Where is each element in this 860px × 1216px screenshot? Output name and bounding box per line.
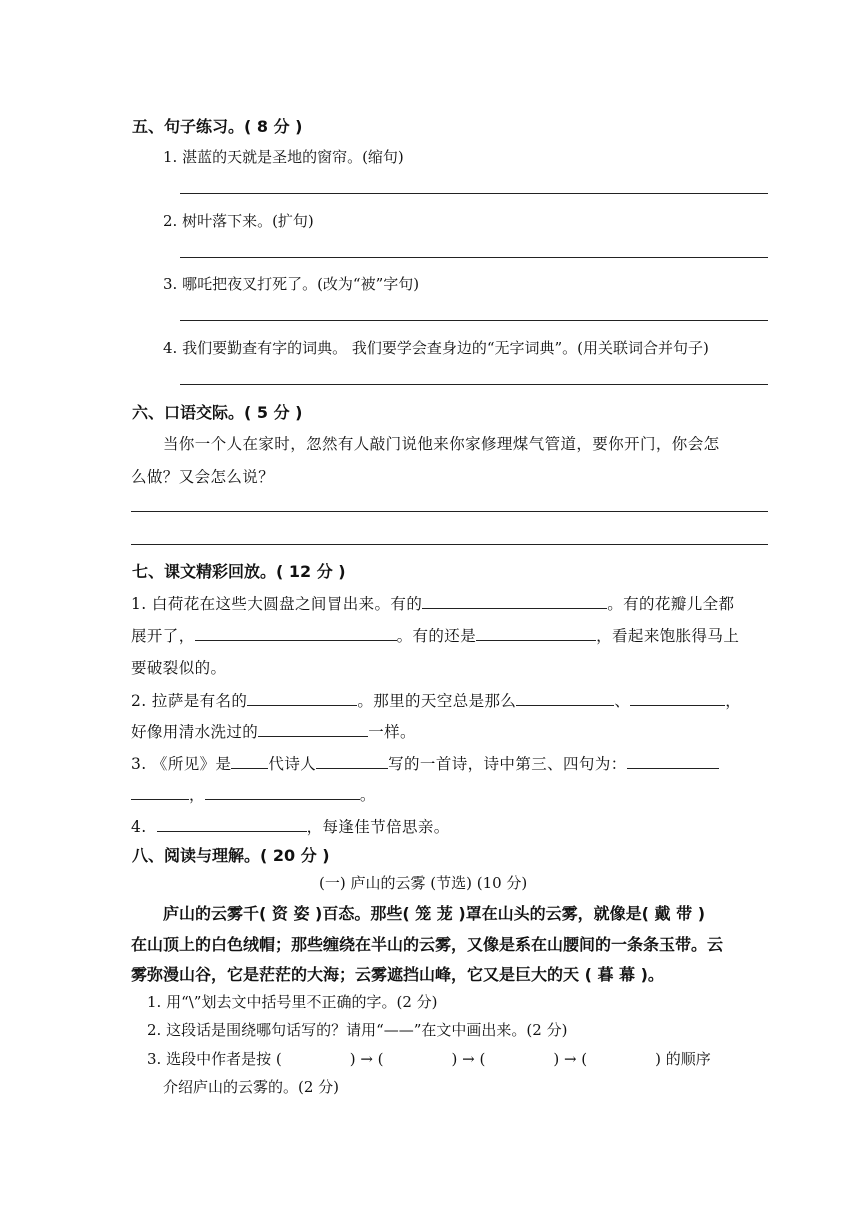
text: 一样。 [368, 723, 416, 741]
section-8-title: 八、阅读与理解。( 20 分 ) [132, 846, 330, 865]
sec7-question-4 [131, 815, 450, 837]
sec7-question-1-line-2 [131, 624, 739, 646]
section-7-title: 七、课文精彩回放。( 12 分 ) [132, 562, 346, 581]
text: 好像用清水洗过的 [131, 723, 259, 741]
sec5-question-4: 4. 我们要勤查有字的词典。 我们要学会查身边的“无字词典”。(用关联词合并句子) [163, 339, 709, 357]
fill-blank[interactable] [157, 817, 307, 832]
answer-line[interactable] [180, 320, 768, 321]
text: 。有的还是 [396, 627, 477, 645]
text: ，每逢佳节倍思亲。 [306, 818, 450, 836]
fill-blank[interactable] [247, 691, 357, 706]
sec7-question-3-line-1 [131, 752, 719, 774]
fill-blank[interactable] [205, 785, 360, 800]
text: 展开了， [131, 627, 195, 645]
text: 。有的花瓣儿全都 [607, 595, 735, 613]
fill-blank[interactable] [231, 754, 268, 769]
fill-blank[interactable] [627, 754, 719, 769]
text: ) → ( [349, 1050, 384, 1068]
text: ， [725, 692, 742, 710]
fill-blank[interactable] [195, 626, 397, 641]
text: 1. 白荷花在这些大圆盘之间冒出来。有的 [131, 595, 423, 613]
text: 。 [359, 786, 376, 804]
sec5-question-3: 3. 哪吒把夜叉打死了。(改为“被”字句) [163, 275, 420, 293]
sec7-question-3-line-2 [131, 783, 376, 805]
text: 3. 《所见》是 [131, 755, 232, 773]
text: ) → ( [553, 1050, 588, 1068]
sec8-question-3-line-2: 介绍庐山的云雾的。(2 分) [163, 1078, 340, 1096]
fill-blank[interactable] [630, 691, 725, 706]
section-5-title: 五、句子练习。( 8 分 ) [132, 117, 303, 136]
answer-line[interactable] [131, 511, 768, 512]
fill-blank[interactable] [422, 594, 607, 609]
fill-blank[interactable] [131, 785, 189, 800]
answer-line[interactable] [180, 384, 768, 385]
fill-blank[interactable] [476, 626, 596, 641]
answer-line[interactable] [180, 257, 768, 258]
sec7-question-2-line-2 [131, 720, 416, 742]
text: 2. 拉萨是有名的 [131, 692, 248, 710]
fill-blank[interactable] [258, 722, 368, 737]
sec8-question-1: 1. 用“\”划去文中括号里不正确的字。(2 分) [147, 993, 438, 1011]
sec7-question-2-line-1 [131, 689, 741, 711]
text: 。那里的天空总是那么 [357, 692, 517, 710]
sec6-prompt-line-2: 么做？又会怎么说？ [131, 468, 275, 486]
sec7-question-1-line-3: 要破裂似的。 [131, 659, 227, 677]
sec5-question-2: 2. 树叶落下来。(扩句) [163, 212, 314, 230]
sec6-prompt-line-1: 当你一个人在家时，忽然有人敲门说他来你家修理煤气管道，要你开门，你会怎 [163, 435, 720, 453]
text: 3. 选段中作者是按 ( [147, 1050, 282, 1068]
text: ) 的顺序 [655, 1050, 711, 1068]
fill-blank[interactable] [516, 691, 614, 706]
sec5-question-1: 1. 湛蓝的天就是圣地的窗帘。(缩句) [163, 148, 404, 166]
fill-blank[interactable] [316, 754, 388, 769]
passage-line-1: 庐山的云雾千( 资 姿 )百态。那些( 笼 茏 )罩在山头的云雾，就像是( 戴 带 ) [163, 904, 706, 923]
passage-subtitle: (一) 庐山的云雾 (节选) (10 分) [319, 874, 528, 892]
text: 、 [614, 692, 631, 710]
answer-line[interactable] [180, 193, 768, 194]
sec8-question-2: 2. 这段话是围绕哪句话写的？请用“——”在文中画出来。(2 分) [147, 1021, 568, 1039]
text: ， [189, 786, 205, 804]
text: ，看起来饱胀得马上 [596, 627, 740, 645]
text: 代诗人 [268, 755, 317, 773]
section-6-title: 六、口语交际。( 5 分 ) [132, 403, 303, 422]
sec7-question-1-line-1 [131, 592, 734, 614]
text: ) → ( [451, 1050, 486, 1068]
text: 写的一首诗，诗中第三、四句为： [388, 755, 627, 773]
passage-line-2: 在山顶上的白色绒帽；那些缠绕在半山的云雾，又像是系在山腰间的一条条玉带。云 [131, 935, 724, 954]
text: 4. [131, 818, 147, 836]
passage-line-3: 雾弥漫山谷，它是茫茫的大海；云雾遮挡山峰，它又是巨大的天 ( 暮 幕 )。 [131, 965, 664, 984]
answer-line[interactable] [131, 544, 768, 545]
sec8-question-3-line-1 [147, 1048, 711, 1069]
